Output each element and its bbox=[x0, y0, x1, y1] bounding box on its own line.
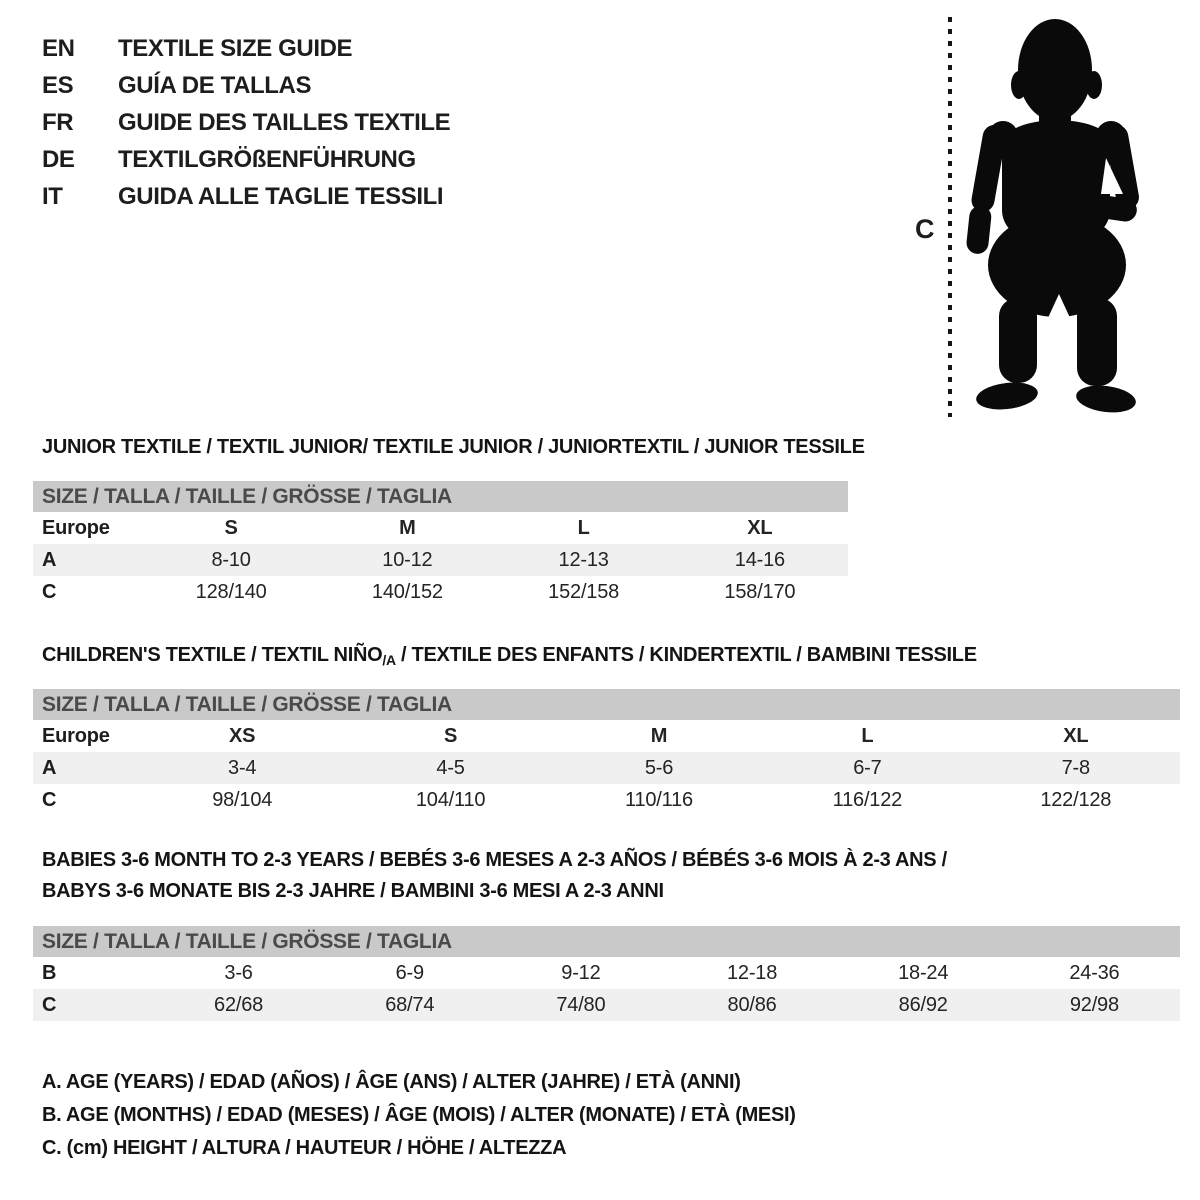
language-code: EN bbox=[42, 34, 75, 62]
junior-section-heading: JUNIOR TEXTILE / TEXTIL JUNIOR/ TEXTILE JUNIOR / JUNIORTEXTIL / JUNIOR TESSILE bbox=[42, 436, 865, 458]
size-cell: 12-13 bbox=[558, 548, 609, 571]
size-cell: 10-12 bbox=[382, 548, 433, 571]
heading-text: / TEXTILE DES ENFANTS / KINDERTEXTIL / BAMBINI TESSILE bbox=[395, 644, 977, 666]
size-cell: 92/98 bbox=[1069, 993, 1119, 1016]
size-cell: 140/152 bbox=[371, 580, 443, 603]
babies-size-table bbox=[33, 926, 1180, 1021]
size-header-row bbox=[33, 926, 1180, 957]
size-cell: 110/116 bbox=[625, 788, 693, 811]
size-cell: 8-10 bbox=[211, 548, 251, 571]
language-row bbox=[42, 178, 450, 215]
row-label: A bbox=[42, 548, 57, 571]
size-cell: 5-6 bbox=[644, 756, 674, 779]
size-cell: 3-6 bbox=[224, 961, 253, 984]
size-cell: 7-8 bbox=[1061, 756, 1090, 779]
size-cell: 9-12 bbox=[561, 961, 601, 984]
size-cell: 68/74 bbox=[385, 993, 435, 1016]
children-size-table bbox=[33, 689, 1180, 816]
heading-subscript: /A bbox=[382, 652, 396, 668]
language-code: DE bbox=[42, 145, 75, 173]
row-label: B bbox=[42, 961, 57, 984]
size-cell: 4-5 bbox=[436, 756, 465, 779]
row-label: Europe bbox=[42, 724, 110, 747]
table-row bbox=[33, 784, 1180, 816]
size-cell: 128/140 bbox=[195, 580, 267, 603]
size-cell: 152/158 bbox=[548, 580, 620, 603]
legend-line-a: A. AGE (YEARS) / EDAD (AÑOS) / ÂGE (ANS) / ALTER (JAHRE) / ETÀ (ANNI) bbox=[42, 1071, 741, 1093]
heading-text: CHILDREN'S TEXTILE / TEXTIL NIÑO bbox=[42, 644, 383, 666]
size-cell: 12-18 bbox=[726, 961, 778, 984]
guide-title: GUÍA DE TALLAS bbox=[118, 71, 312, 99]
guide-title: TEXTILE SIZE GUIDE bbox=[118, 34, 353, 62]
language-title-list bbox=[42, 30, 450, 215]
table-row bbox=[33, 512, 848, 544]
guide-title: GUIDA ALLE TAGLIE TESSILI bbox=[118, 182, 444, 210]
size-header: SIZE / TALLA / TAILLE / GRÖSSE / TAGLIA bbox=[33, 689, 1180, 720]
size-cell: XL bbox=[1063, 724, 1089, 747]
size-cell: L bbox=[861, 724, 874, 747]
language-code: IT bbox=[42, 182, 63, 210]
baby-figure bbox=[900, 8, 1160, 430]
legend-line-c: C. (cm) HEIGHT / ALTURA / HAUTEUR / HÖHE / ALTEZZA bbox=[42, 1137, 567, 1159]
size-cell: 18-24 bbox=[898, 961, 949, 984]
row-label: A bbox=[42, 756, 57, 779]
size-cell: 116/122 bbox=[832, 788, 903, 811]
size-cell: 6-9 bbox=[395, 961, 424, 984]
size-cell: 24-36 bbox=[1069, 961, 1120, 984]
table-row bbox=[33, 989, 1180, 1021]
table-row bbox=[33, 544, 848, 576]
language-row bbox=[42, 67, 450, 104]
table-row bbox=[33, 576, 848, 608]
row-label: C bbox=[42, 993, 57, 1016]
table-row bbox=[33, 957, 1180, 989]
language-code: ES bbox=[42, 71, 74, 99]
size-cell: 158/170 bbox=[724, 580, 796, 603]
table-row bbox=[33, 720, 1180, 752]
size-cell: XL bbox=[747, 516, 773, 539]
size-cell: M bbox=[399, 516, 416, 539]
size-cell: 86/92 bbox=[898, 993, 948, 1016]
height-marker-label: C bbox=[915, 214, 935, 244]
size-cell: 14-16 bbox=[734, 548, 785, 571]
size-cell: S bbox=[444, 724, 458, 747]
size-header-row bbox=[33, 689, 1180, 720]
size-cell: 6-7 bbox=[853, 756, 882, 779]
babies-heading-line1: BABIES 3-6 MONTH TO 2-3 YEARS / BEBÉS 3-6 MESES A 2-3 AÑOS / BÉBÉS 3-6 MOIS À 2-3 ANS / bbox=[42, 849, 947, 871]
size-cell: 98/104 bbox=[212, 788, 273, 811]
measurement-legend bbox=[42, 1066, 796, 1165]
guide-title: GUIDE DES TAILLES TEXTILE bbox=[118, 108, 451, 136]
junior-size-table bbox=[33, 481, 848, 608]
table-row bbox=[33, 752, 1180, 784]
size-cell: XS bbox=[229, 724, 256, 747]
legend-line-b: B. AGE (MONTHS) / EDAD (MESES) / ÂGE (MOIS) / ALTER (MONATE) / ETÀ (MESI) bbox=[42, 1104, 796, 1126]
size-cell: 104/110 bbox=[415, 788, 486, 811]
language-row bbox=[42, 30, 450, 67]
children-section-heading bbox=[42, 644, 977, 668]
baby-silhouette bbox=[965, 19, 1140, 416]
babies-section-heading bbox=[42, 845, 947, 907]
size-cell: 3-4 bbox=[228, 756, 257, 779]
row-label: Europe bbox=[42, 516, 110, 539]
language-code: FR bbox=[42, 108, 74, 136]
size-cell: M bbox=[650, 724, 668, 747]
size-header-row bbox=[33, 481, 848, 512]
language-row bbox=[42, 104, 450, 141]
size-cell: 74/80 bbox=[556, 993, 606, 1016]
row-label: C bbox=[42, 788, 57, 811]
row-label: C bbox=[42, 580, 57, 603]
language-row bbox=[42, 141, 450, 178]
size-header: SIZE / TALLA / TAILLE / GRÖSSE / TAGLIA bbox=[33, 926, 1180, 957]
size-cell: S bbox=[224, 516, 238, 539]
guide-title: TEXTILGRÖßENFÜHRUNG bbox=[118, 145, 416, 173]
size-cell: 122/128 bbox=[1040, 788, 1112, 811]
size-cell: 62/68 bbox=[214, 993, 264, 1016]
size-header: SIZE / TALLA / TAILLE / GRÖSSE / TAGLIA bbox=[33, 481, 848, 512]
size-cell: 80/86 bbox=[727, 993, 777, 1016]
babies-heading-line2: BABYS 3-6 MONATE BIS 2-3 JAHRE / BAMBINI 3-6 MESI A 2-3 ANNI bbox=[42, 880, 664, 902]
size-cell: L bbox=[577, 516, 590, 539]
